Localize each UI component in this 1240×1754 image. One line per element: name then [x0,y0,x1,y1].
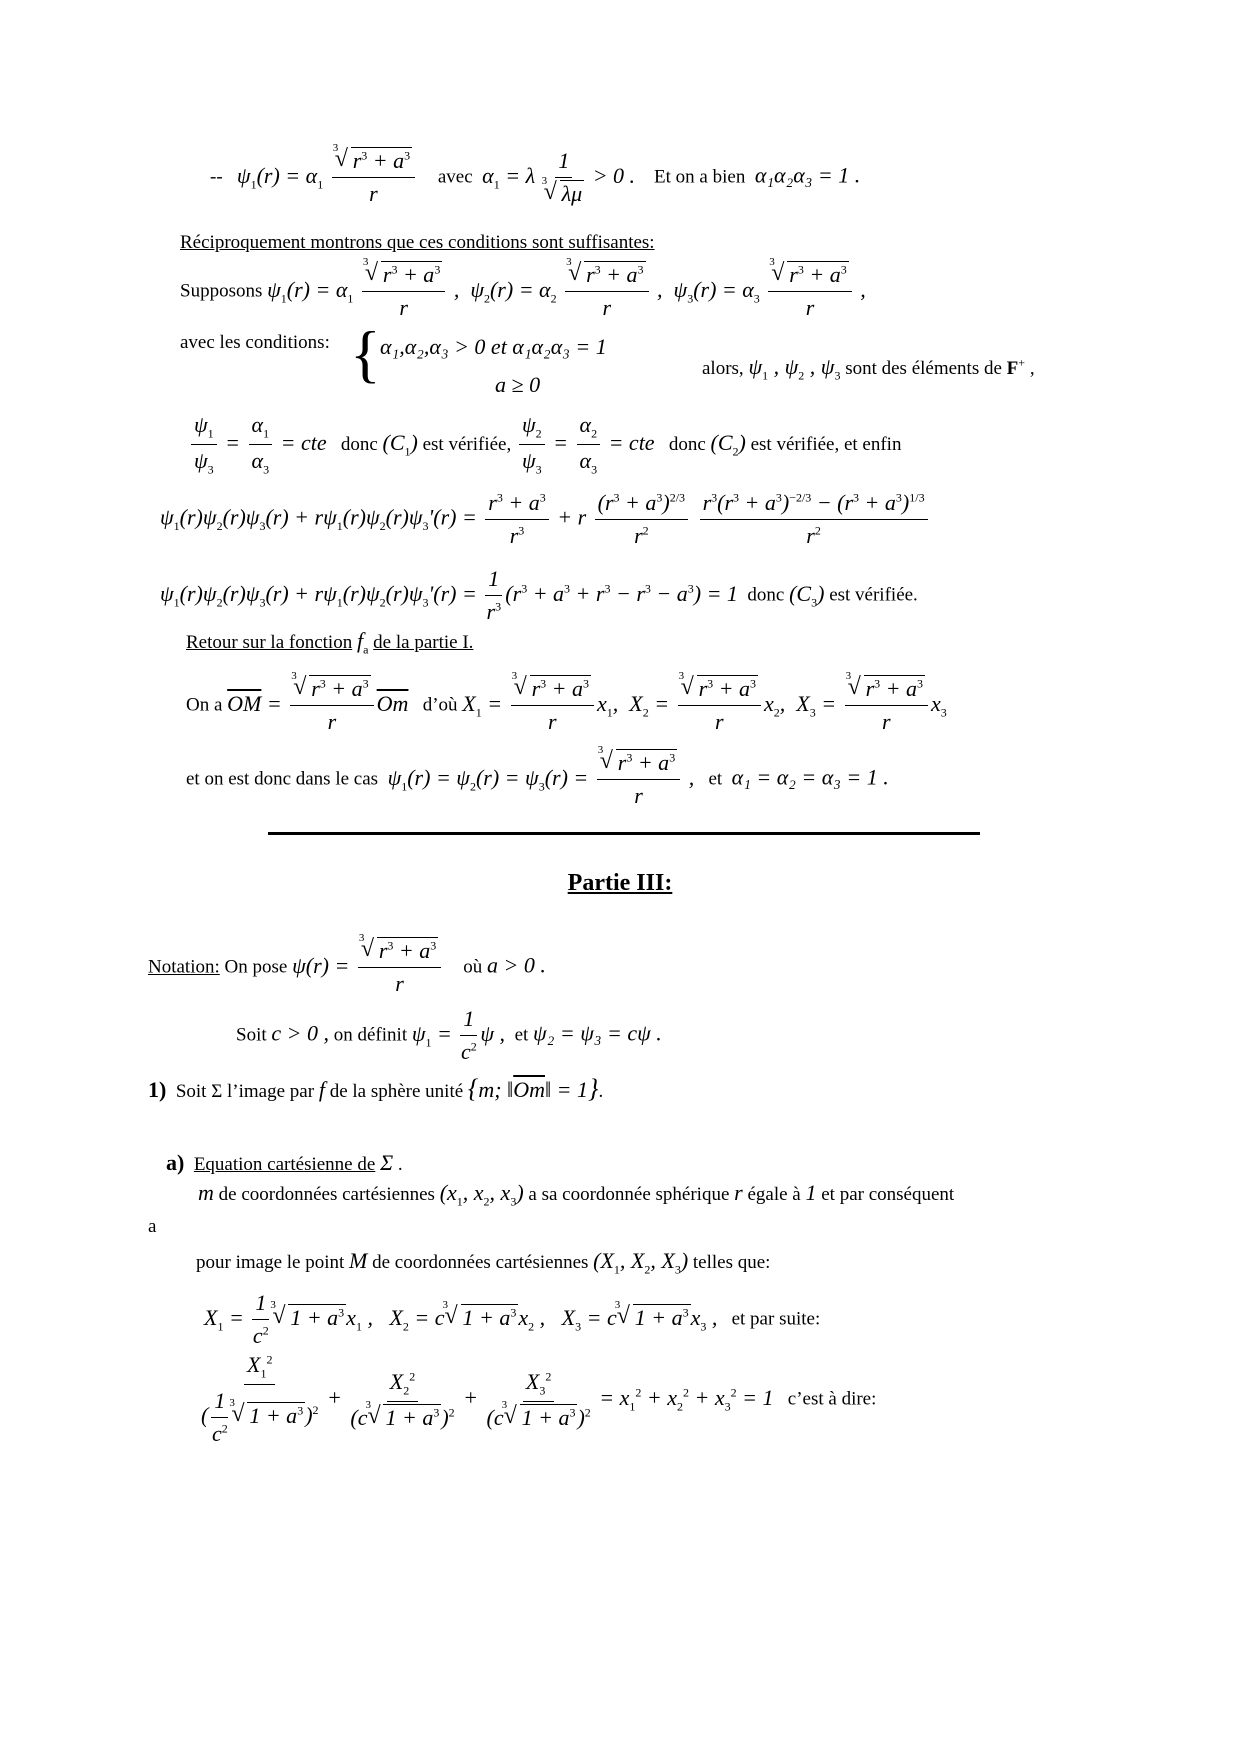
line-notation: Notation: On pose ψ(r) = √ 3 $r^3 + a^3$ r où a > 0 . [148,938,546,997]
line-X-values: $X_1$ = $\frac{1}{c^2}$ √ 3 $1 + a^3x_1$ , $X_2 = c$ √ 3 $1 + a^3x_2$ , $X_3 = c$ √ 3 $1 + a^3x_3$ , et par suite: [204,1290,820,1349]
part3-heading: Partie III: [567,870,673,896]
c-positive: c > 0 , [271,1020,329,1046]
dou-label: d’où [422,694,458,716]
q1-text-b: de la sphère unité [329,1081,464,1102]
line-m-coordinates: m de coordonnées cartésiennes ($x_1$, $x_2$, $x_3$) a sa coordonnée sphérique r égale à 1 et par conséquent [198,1180,955,1209]
donc-2: donc [668,433,706,455]
c3-verified: est vérifiée. [829,584,918,606]
retour-title-tail: de la partie I. [373,632,474,653]
a-positive: a > 0 . [487,952,546,978]
question-1: 1) Soit Σ l’image par f de la sphère unité {m; $‖\overline{Om}‖ = 1$}. [148,1074,604,1103]
pour-image: pour image le point [196,1252,345,1273]
on-a-label: On a [186,694,223,716]
line-m-text: de coordonnées cartésiennes [218,1184,435,1205]
condition-1: α₁,α₂,α₃ > 0 et α₁α₂α₃ = 1 [380,334,607,359]
qa-number: a) [166,1150,185,1175]
on-pose: On pose [224,956,288,978]
c2-verified: est vérifiée, et enfin [750,433,902,455]
q1-number: 1) [148,1077,167,1102]
formula-supposons: $\psi_1(r) = \alpha_1$ √ 3 $r^3 + a^3$ r , $\psi_2(r) = \alpha_2$ √ 3 $r^3 + a^3$ r , $\psi_3(r) = \alpha_3$ √ 3 $r^3 + a^3$ r , [267,277,866,302]
alors-label: alors, [702,358,744,379]
condition-2: a ≥ 0 [495,372,541,397]
et-par-suite: et par suite: [731,1308,821,1330]
question-a: a) Equation cartésienne de Σ . [166,1150,403,1175]
formula-alpha1: $\alpha_1 = \lambda$ 1 √ 3 λμ > 0 . [482,163,635,188]
product-one: α₁α₂α₃ = 1 . [754,162,861,188]
line-m-text-c: égale à [747,1184,801,1205]
line-m-text-b: a sa coordonnée sphérique [528,1184,730,1205]
line-OM: On a $\overline{OM}$ = √ 3 $r^3 + a^3$ r $\overline{Om}$ d’où $X_1$ = √ 3 $r^3 + a^3$ r $x_1$, $X_2$ = √ 3 $r^3 + a^3$ r $x_2$, $X_3$ = √ 3 $r^3 + a^3$ r $x_3$ [186,676,947,735]
line-pour-image: pour image le point M de coordonnées cartésiennes ($X_1$, $X_2$, $X_3$) telles que: [196,1248,771,1277]
qa-title-tail: . [397,1154,403,1175]
supposons-label: Supposons [180,280,263,302]
on-definit: on définit [333,1024,408,1046]
condition-brace: { [350,318,381,389]
pour-image-b: de coordonnées cartésiennes [372,1252,589,1273]
psi23: ψ₂ = ψ₃ = cψ . [533,1020,662,1046]
dashes: -- [210,166,223,188]
elements-label: sont des éléments de [845,358,1002,379]
line-m-text-d: et par conséquent [821,1184,955,1205]
line-cas: et on est donc dans le cas $\psi_1(r) = \psi_2(r) = \psi_3(r)$ = √ 3 $r^3 + a^3$ r , et α₁ = α₂ = α₃ = 1 . [186,750,889,809]
notation-label: Notation: [148,956,220,978]
et-on-a-bien: Et on a bien [654,166,746,188]
alors-line: alors, $\psi_1$ , $\psi_2$ , $\psi_3$ sont des éléments de F+ , [702,354,1035,383]
line-psi1-definition [210,142,861,207]
stray-a: a [148,1216,157,1237]
line-ellipsoid: $X_1^2$ ( $\frac{1}{c^2}$ √ 3 $1 + a^3)^2$ + $X_2^2$ (c √ 3 $1 + a^3)^2$ + $X_3^2$ (c √ 3 $1 + a^3)^2$ = $x_1^2 + x_2^2 + x_3^2 = 1$ c’est à dire: [198,1352,876,1447]
cest-a-dire: c’est à dire: [787,1388,877,1410]
avec-label: avec [437,166,473,188]
line-soit-c: Soit c > 0 , on définit $\psi_1$ = $\frac{1}{c^2}$ ψ , et ψ₂ = ψ₃ = cψ . [236,1006,662,1064]
line-conditions [180,332,330,358]
equation-long-2: $\psi_1(r)\psi_2(r)\psi_3(r) + r\psi_1(r)\psi_2(r)\psi_3'(r)$ = $\frac{1}{r^3}$ $(r^3 + a^3 + r^3 - r^3 - a^3) = 1$ donc $(C_3)$ est vérifiée. [160,566,918,624]
qa-title: Equation cartésienne de [193,1154,376,1175]
alpha-equal: α₁ = α₂ = α₃ = 1 . [731,764,889,790]
retour-title: Retour sur la fonction [186,632,353,653]
equation-long-1: $\psi_1(r)\psi_2(r)\psi_3(r) + r\psi_1(r)\psi_2(r)\psi_3'(r)$ = $\frac{r^3 + a^3}{r^3}$ + r $\frac{(r^3 + a^3)^{2/3}}{r^2}$ $\frac{r^3(r^3 + a^3)^{-2/3} - (r^3 + a^3)^{1/3}}{r^2}$ [160,490,931,549]
retour-title-line: Retour sur la fonction $f_a$ de la partie I. [186,628,474,657]
ou-label: où [463,956,483,978]
cas-label: et on est donc dans le cas [186,768,379,790]
et-part3: et [514,1024,529,1046]
line-supposons [180,256,866,321]
calF-symbol: F [1006,358,1019,379]
reciprocal-title: Réciproquement montrons que ces conditions sont suffisantes: [180,232,655,253]
q1-text-a: Soit Σ l’image par [175,1081,315,1102]
donc-3: donc [747,584,785,606]
soit-c-label: Soit [236,1024,267,1046]
donc-1: donc [340,433,378,455]
separator-rule [268,832,980,835]
line-ratios: $\frac{\psi_1}{\psi_3}$ = $\frac{\alpha_1}{\alpha_3}$ = cte donc $(C_1)$ est vérifiée, $\frac{\psi_2}{\psi_3}$ = $\frac{\alpha_2}{\alpha_3}$ = cte donc $(C_2)$ est vérifiée, et enfin [188,412,901,478]
avec-conditions-label: avec les conditions: [180,332,330,353]
cte-2: = cte [608,429,655,455]
cte-1: = cte [280,429,327,455]
formula-psi1: $\psi_1(r) = \alpha_1$ √ 3 $r^3 + a^3$ r [237,163,424,188]
c1-verified: est vérifiée, [422,433,512,455]
telles-que: telles que: [692,1252,771,1273]
et-label: et [708,768,723,790]
